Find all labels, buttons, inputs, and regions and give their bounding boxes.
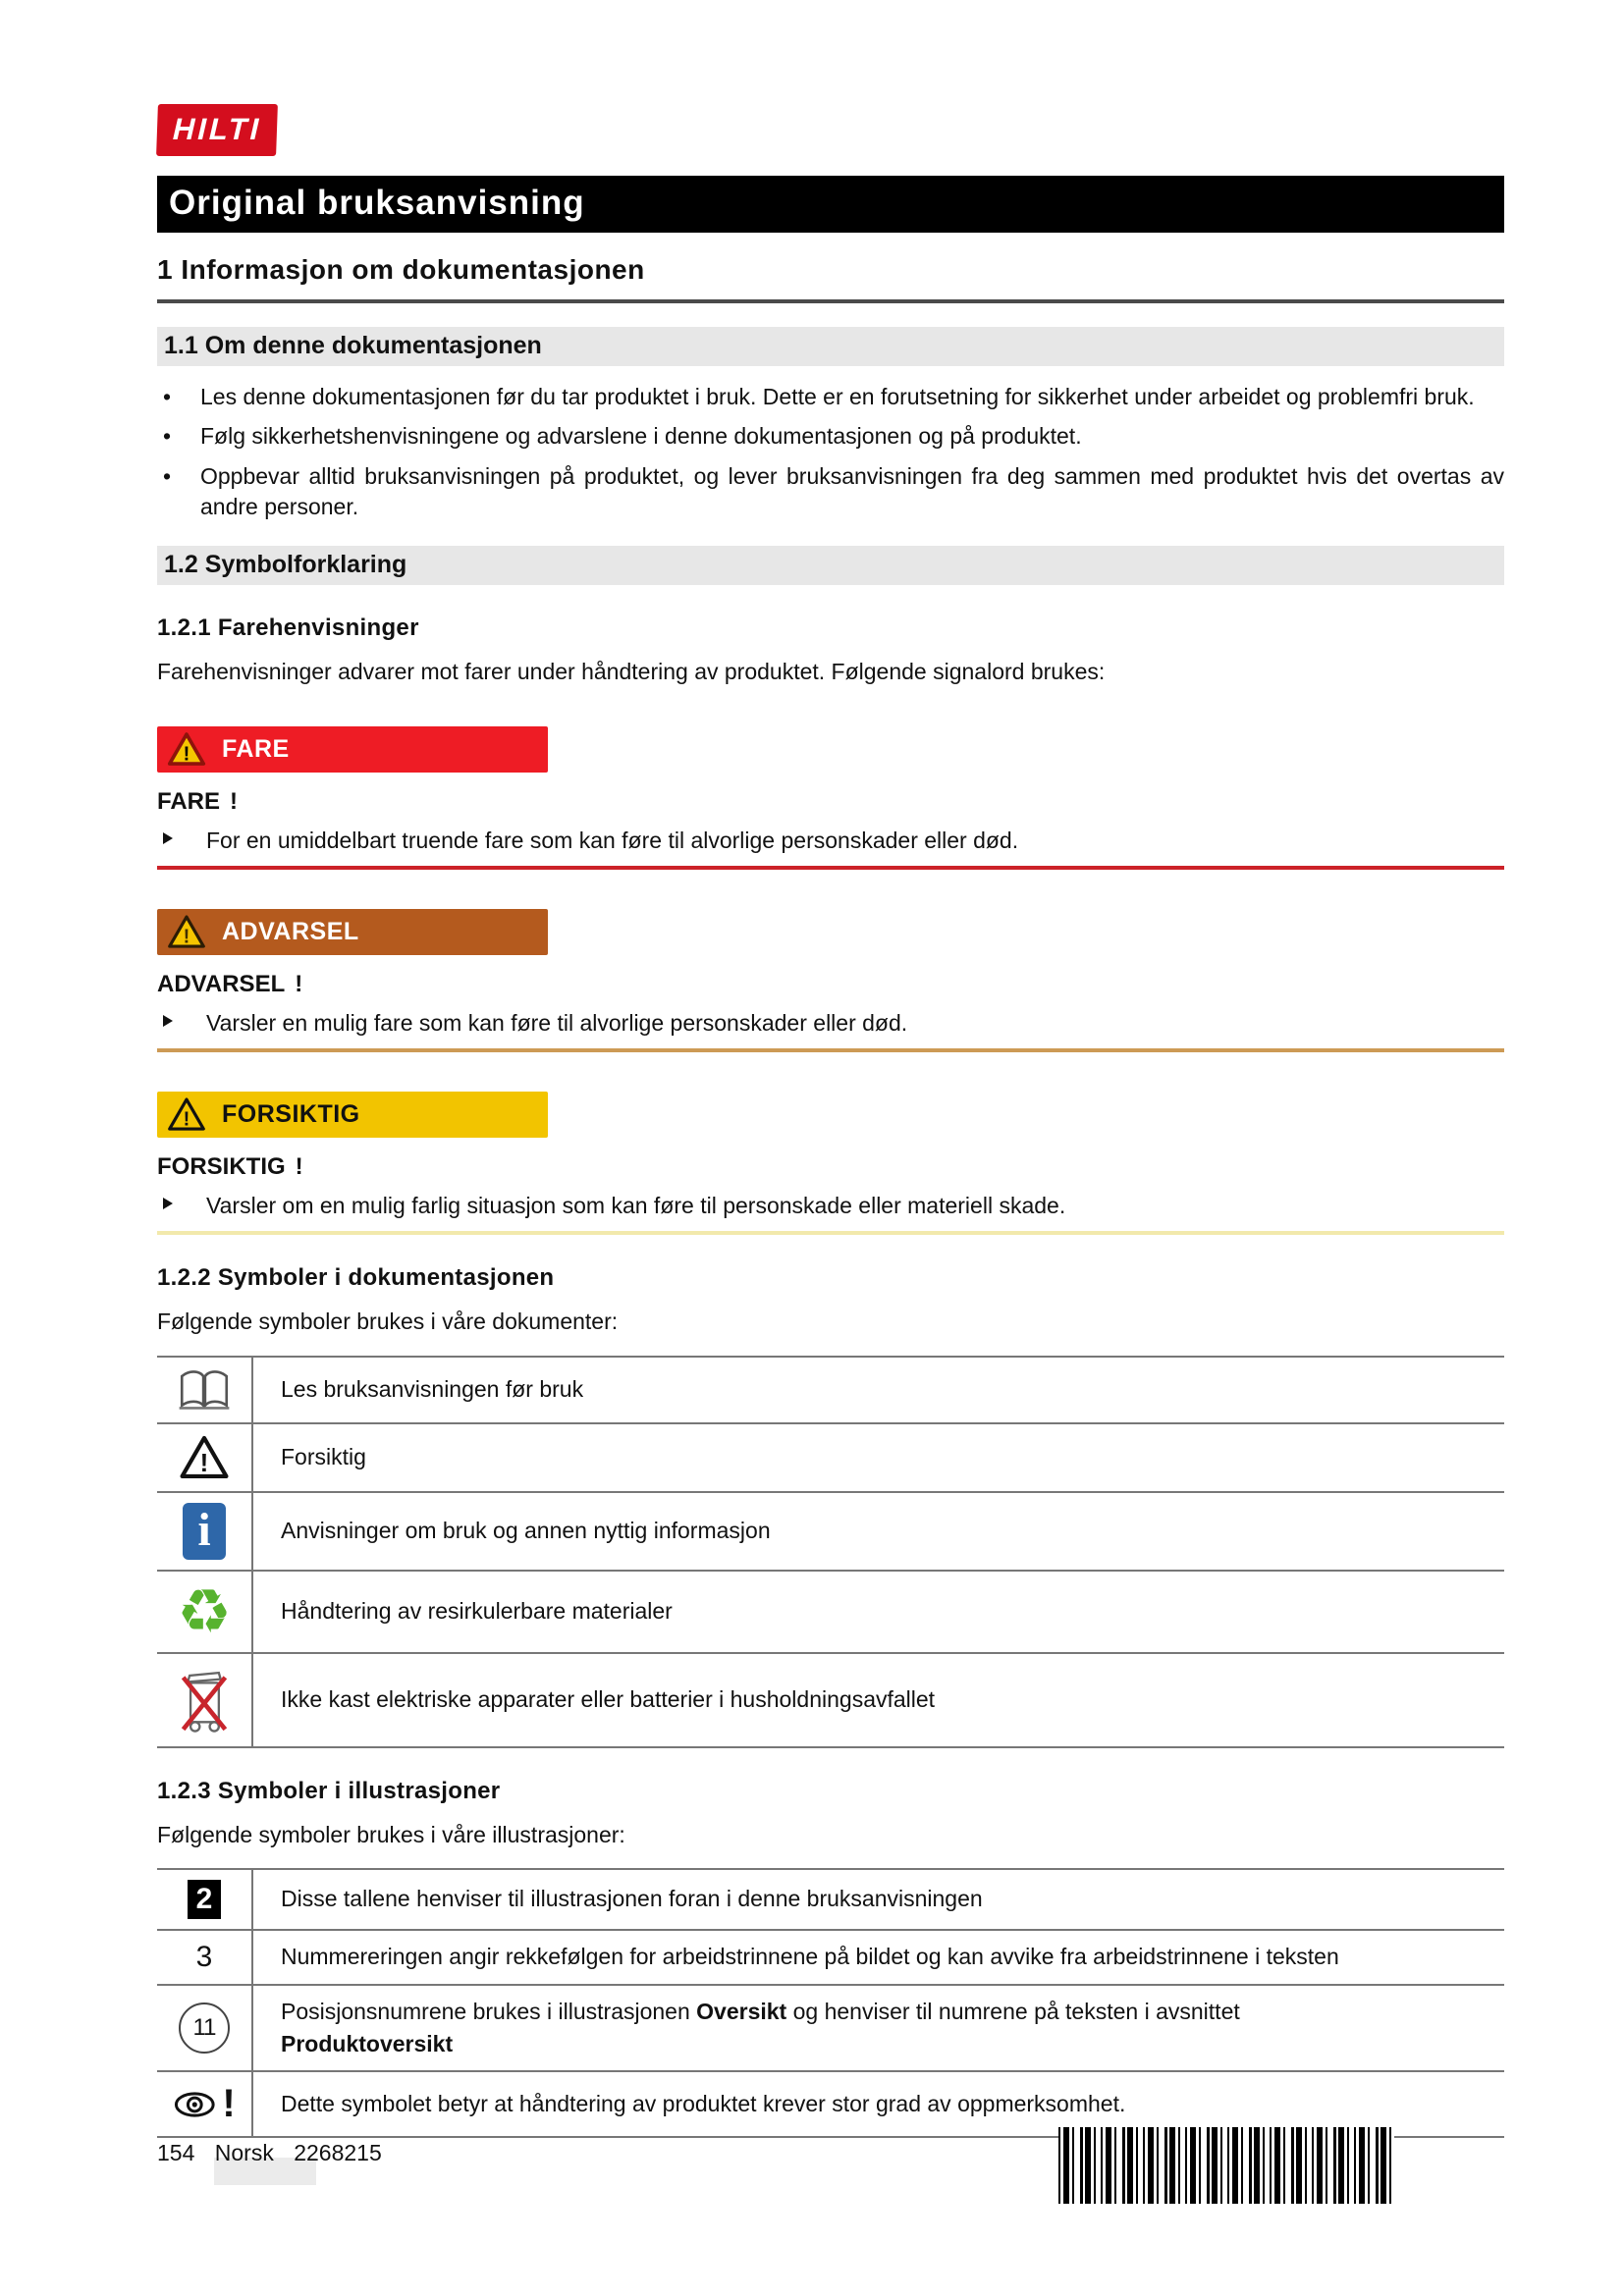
footer-doc-number: 2268215 [294, 2140, 382, 2165]
doc-info-bullet-list [157, 382, 1504, 522]
warning-triangle-icon [167, 914, 206, 950]
caution-banner [157, 1092, 548, 1138]
svg-text:!: ! [183, 1108, 190, 1131]
table-row [157, 1931, 1504, 1986]
list-item [157, 421, 1504, 452]
triangle-bullet-icon [163, 832, 206, 844]
symbol-description: Forsiktig [281, 1443, 366, 1469]
section-1-heading: 1 Informasjon om dokumentasjonen [157, 254, 1504, 303]
section-1-2-2-heading: 1.2.2 Symboler i dokumentasjonen [157, 1264, 555, 1292]
bullet-marker: • [163, 423, 172, 450]
bullet-text: Les denne dokumentasjonen før du tar produktet i bruk. Dette er en forutsetning for sikkerhet under arbeidet og problemfri bruk. [200, 384, 1475, 409]
warning-banner [157, 909, 548, 955]
triangle-bullet-icon [163, 1015, 206, 1027]
danger-banner [157, 726, 548, 773]
danger-rule [157, 866, 1504, 870]
caution-head-bang: ! [295, 1153, 303, 1181]
table-row [157, 1572, 1504, 1654]
caution-description-line [157, 1191, 1504, 1221]
svg-text:!: ! [183, 743, 190, 766]
symbol-description: Nummereringen angir rekkefølgen for arbeidstrinnene på bildet og kan avvike fra arbeidstrinnene i teksten [281, 1944, 1339, 1970]
list-item [157, 382, 1504, 412]
warning-triangle-icon [167, 1096, 206, 1133]
warning-description: Varsler en mulig fare som kan føre til alvorlige personskader eller død. [206, 1010, 908, 1037]
read-manual-icon [157, 1358, 253, 1422]
danger-head [157, 788, 1504, 816]
bullet-marker: • [163, 462, 172, 489]
section-1-2-3-heading: 1.2.3 Symboler i illustrasjoner [157, 1777, 501, 1804]
symbol-description: Disse tallene henviser til illustrasjonen foran i denne bruksanvisningen [281, 1886, 983, 1912]
warning-head-label: ADVARSEL [157, 971, 286, 998]
bullet-marker: • [163, 384, 172, 409]
symbol-description: Ikke kast elektriske apparater eller batterier i husholdningsavfallet [281, 1685, 936, 1712]
figure-number-badge-icon: 2 [157, 1870, 253, 1929]
warning-block-warning [157, 909, 1504, 1052]
symbol-description [253, 1986, 1504, 2071]
danger-head-label: FARE [157, 788, 221, 816]
description-part-bold: Oversikt [696, 1998, 787, 2024]
symbol-description: Anvisninger om bruk og annen nyttig informasjon [281, 1517, 771, 1543]
warning-banner-label: ADVARSEL [222, 918, 359, 946]
description-part-bold: Produktoversikt [281, 2031, 454, 2057]
section-1-2-1-heading: 1.2.1 Farehenvisninger [157, 614, 419, 642]
section-1-1-heading: 1.1 Om denne dokumentasjonen [157, 327, 1504, 366]
caution-description: Varsler om en mulig farlig situasjon som kan føre til personskade eller materiell skade. [206, 1193, 1066, 1219]
danger-head-bang: ! [230, 788, 239, 816]
footer-language: Norsk [214, 2140, 274, 2165]
description-part: Posisjonsnumrene brukes i illustrasjonen [281, 1998, 697, 2024]
symbol-description: Les bruksanvisningen før bruk [281, 1375, 584, 1402]
page-title: Original bruksanvisning [157, 176, 1504, 233]
section-1-2-heading: 1.2 Symbolforklaring [157, 546, 1504, 585]
warning-block-caution [157, 1092, 1504, 1235]
recycle-icon: ♻ [157, 1572, 253, 1652]
attention-eye-icon: ! [157, 2072, 253, 2136]
warning-head [157, 971, 1504, 998]
barcode [1058, 2127, 1394, 2204]
warning-description-line [157, 1008, 1504, 1039]
svg-text:!: ! [183, 926, 190, 948]
doc-symbols-intro: Følgende symboler brukes i våre dokumenter: [157, 1308, 619, 1335]
illustration-symbols-table [157, 1868, 1504, 2139]
position-number-icon: 11 [157, 1986, 253, 2071]
symbol-description: Håndtering av resirkulerbare materialer [281, 1597, 673, 1624]
danger-description-line [157, 826, 1504, 856]
list-item [157, 461, 1504, 523]
bullet-text: Oppbevar alltid bruksanvisningen på produktet, og lever bruksanvisningen fra deg sammen med produktet hvis det overtas av andre personer. [200, 462, 1504, 519]
danger-banner-label: FARE [222, 735, 290, 764]
no-household-waste-icon [157, 1654, 253, 1746]
triangle-bullet-icon [163, 1198, 206, 1209]
description-part: og henviser til numrene på teksten i avsnittet [786, 1998, 1240, 2024]
table-row [157, 1986, 1504, 2073]
warning-head-bang: ! [295, 971, 303, 998]
danger-description: For en umiddelbart truende fare som kan føre til alvorlige personskader eller død. [206, 828, 1019, 854]
info-icon: i [157, 1493, 253, 1570]
caution-banner-label: FORSIKTIG [222, 1100, 360, 1129]
table-row [157, 1870, 1504, 1931]
table-row [157, 1358, 1504, 1424]
svg-text:!: ! [199, 1447, 209, 1477]
table-row [157, 1493, 1504, 1572]
danger-intro-paragraph: Farehenvisninger advarer mot farer under håndtering av produktet. Følgende signalord brukes: [157, 659, 1106, 685]
caution-rule [157, 1231, 1504, 1235]
table-row [157, 1654, 1504, 1748]
warning-rule [157, 1048, 1504, 1052]
page-footer [157, 2140, 396, 2166]
footer-page-number: 154 [157, 2140, 195, 2165]
hilti-logo: HILTI [156, 104, 278, 156]
warning-block-danger [157, 726, 1504, 870]
illustration-symbols-intro: Følgende symboler brukes i våre illustrasjoner: [157, 1821, 625, 1847]
step-number-icon: 3 [157, 1931, 253, 1984]
bullet-text: Følg sikkerhetshenvisningene og advarslene i denne dokumentasjonen og på produktet. [200, 423, 1082, 450]
caution-head [157, 1153, 1504, 1181]
caution-head-label: FORSIKTIG [157, 1153, 286, 1181]
warning-triangle-icon [167, 731, 206, 768]
symbol-description: Dette symbolet betyr at håndtering av produktet krever stor grad av oppmerksomhet. [281, 2091, 1126, 2117]
table-row [157, 1424, 1504, 1493]
caution-triangle-icon [157, 1424, 253, 1491]
doc-symbols-table [157, 1356, 1504, 1748]
